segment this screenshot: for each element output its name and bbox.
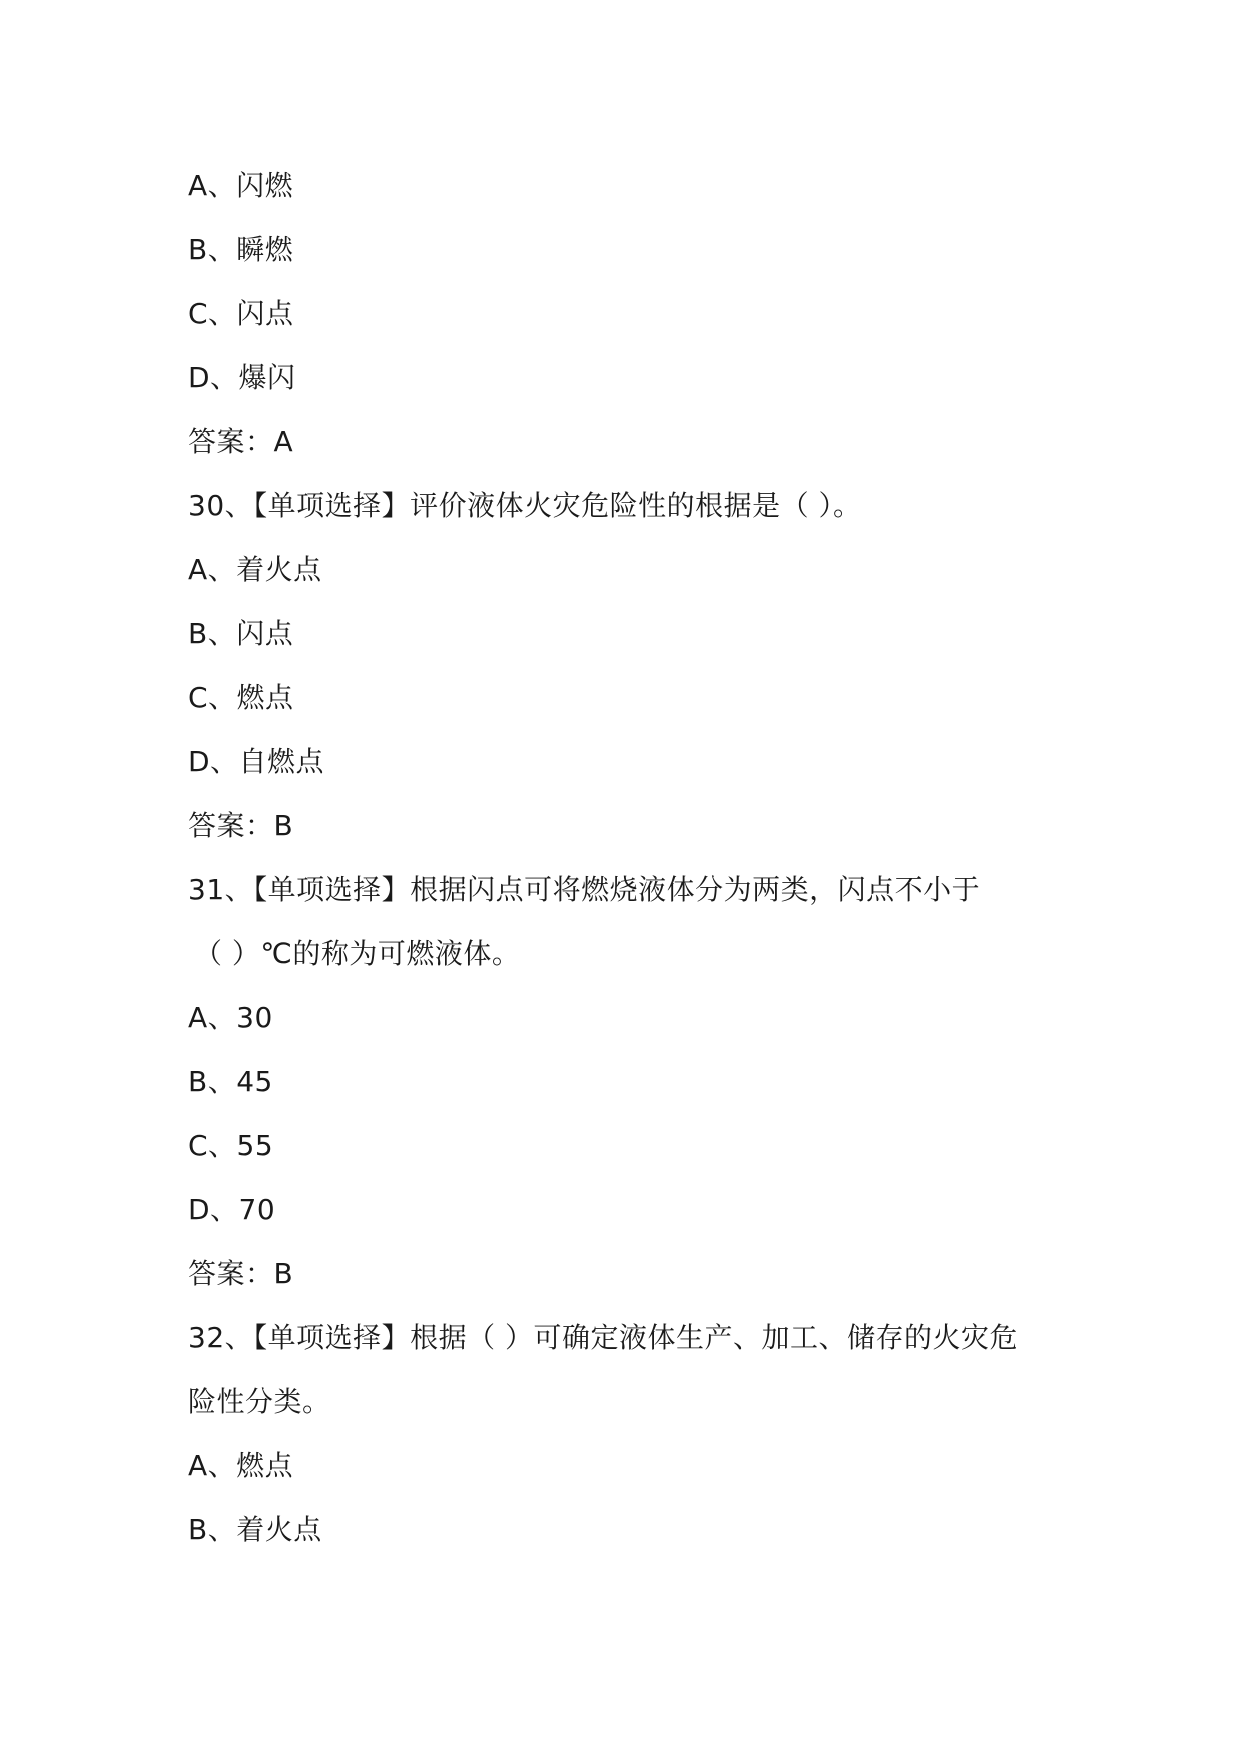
- q30-option-b: B、闪点: [188, 617, 294, 650]
- q29-option-c: C、闪点: [188, 297, 294, 330]
- q32-option-b: B、着火点: [188, 1513, 322, 1546]
- q32-option-a: A、燃点: [188, 1449, 294, 1482]
- q29-option-d: D、爆闪: [188, 361, 296, 394]
- q31-question-line2: （ ）℃的称为可燃液体。: [194, 937, 521, 970]
- q31-option-a: A、30: [188, 1001, 273, 1034]
- q29-option-b: B、瞬燃: [188, 233, 294, 266]
- q31-question-line1: 31、【单项选择】根据闪点可将燃烧液体分为两类，闪点不小于: [188, 873, 981, 906]
- q32-question-line2: 险性分类。: [188, 1385, 331, 1418]
- q30-question: 30、【单项选择】评价液体火灾危险性的根据是（ ）。: [188, 489, 862, 522]
- q30-option-c: C、燃点: [188, 681, 294, 714]
- q30-option-d: D、自燃点: [188, 745, 325, 778]
- q31-option-c: C、55: [188, 1129, 274, 1162]
- q29-answer: 答案：A: [188, 425, 294, 458]
- q31-option-b: B、45: [188, 1065, 273, 1098]
- q32-question-line1: 32、【单项选择】根据（ ）可确定液体生产、加工、储存的火灾危: [188, 1321, 1019, 1354]
- q29-option-a: A、闪燃: [188, 169, 294, 202]
- q30-answer: 答案：B: [188, 809, 294, 842]
- q30-option-a: A、着火点: [188, 553, 322, 586]
- q31-option-d: D、70: [188, 1193, 276, 1226]
- q31-answer: 答案：B: [188, 1257, 294, 1290]
